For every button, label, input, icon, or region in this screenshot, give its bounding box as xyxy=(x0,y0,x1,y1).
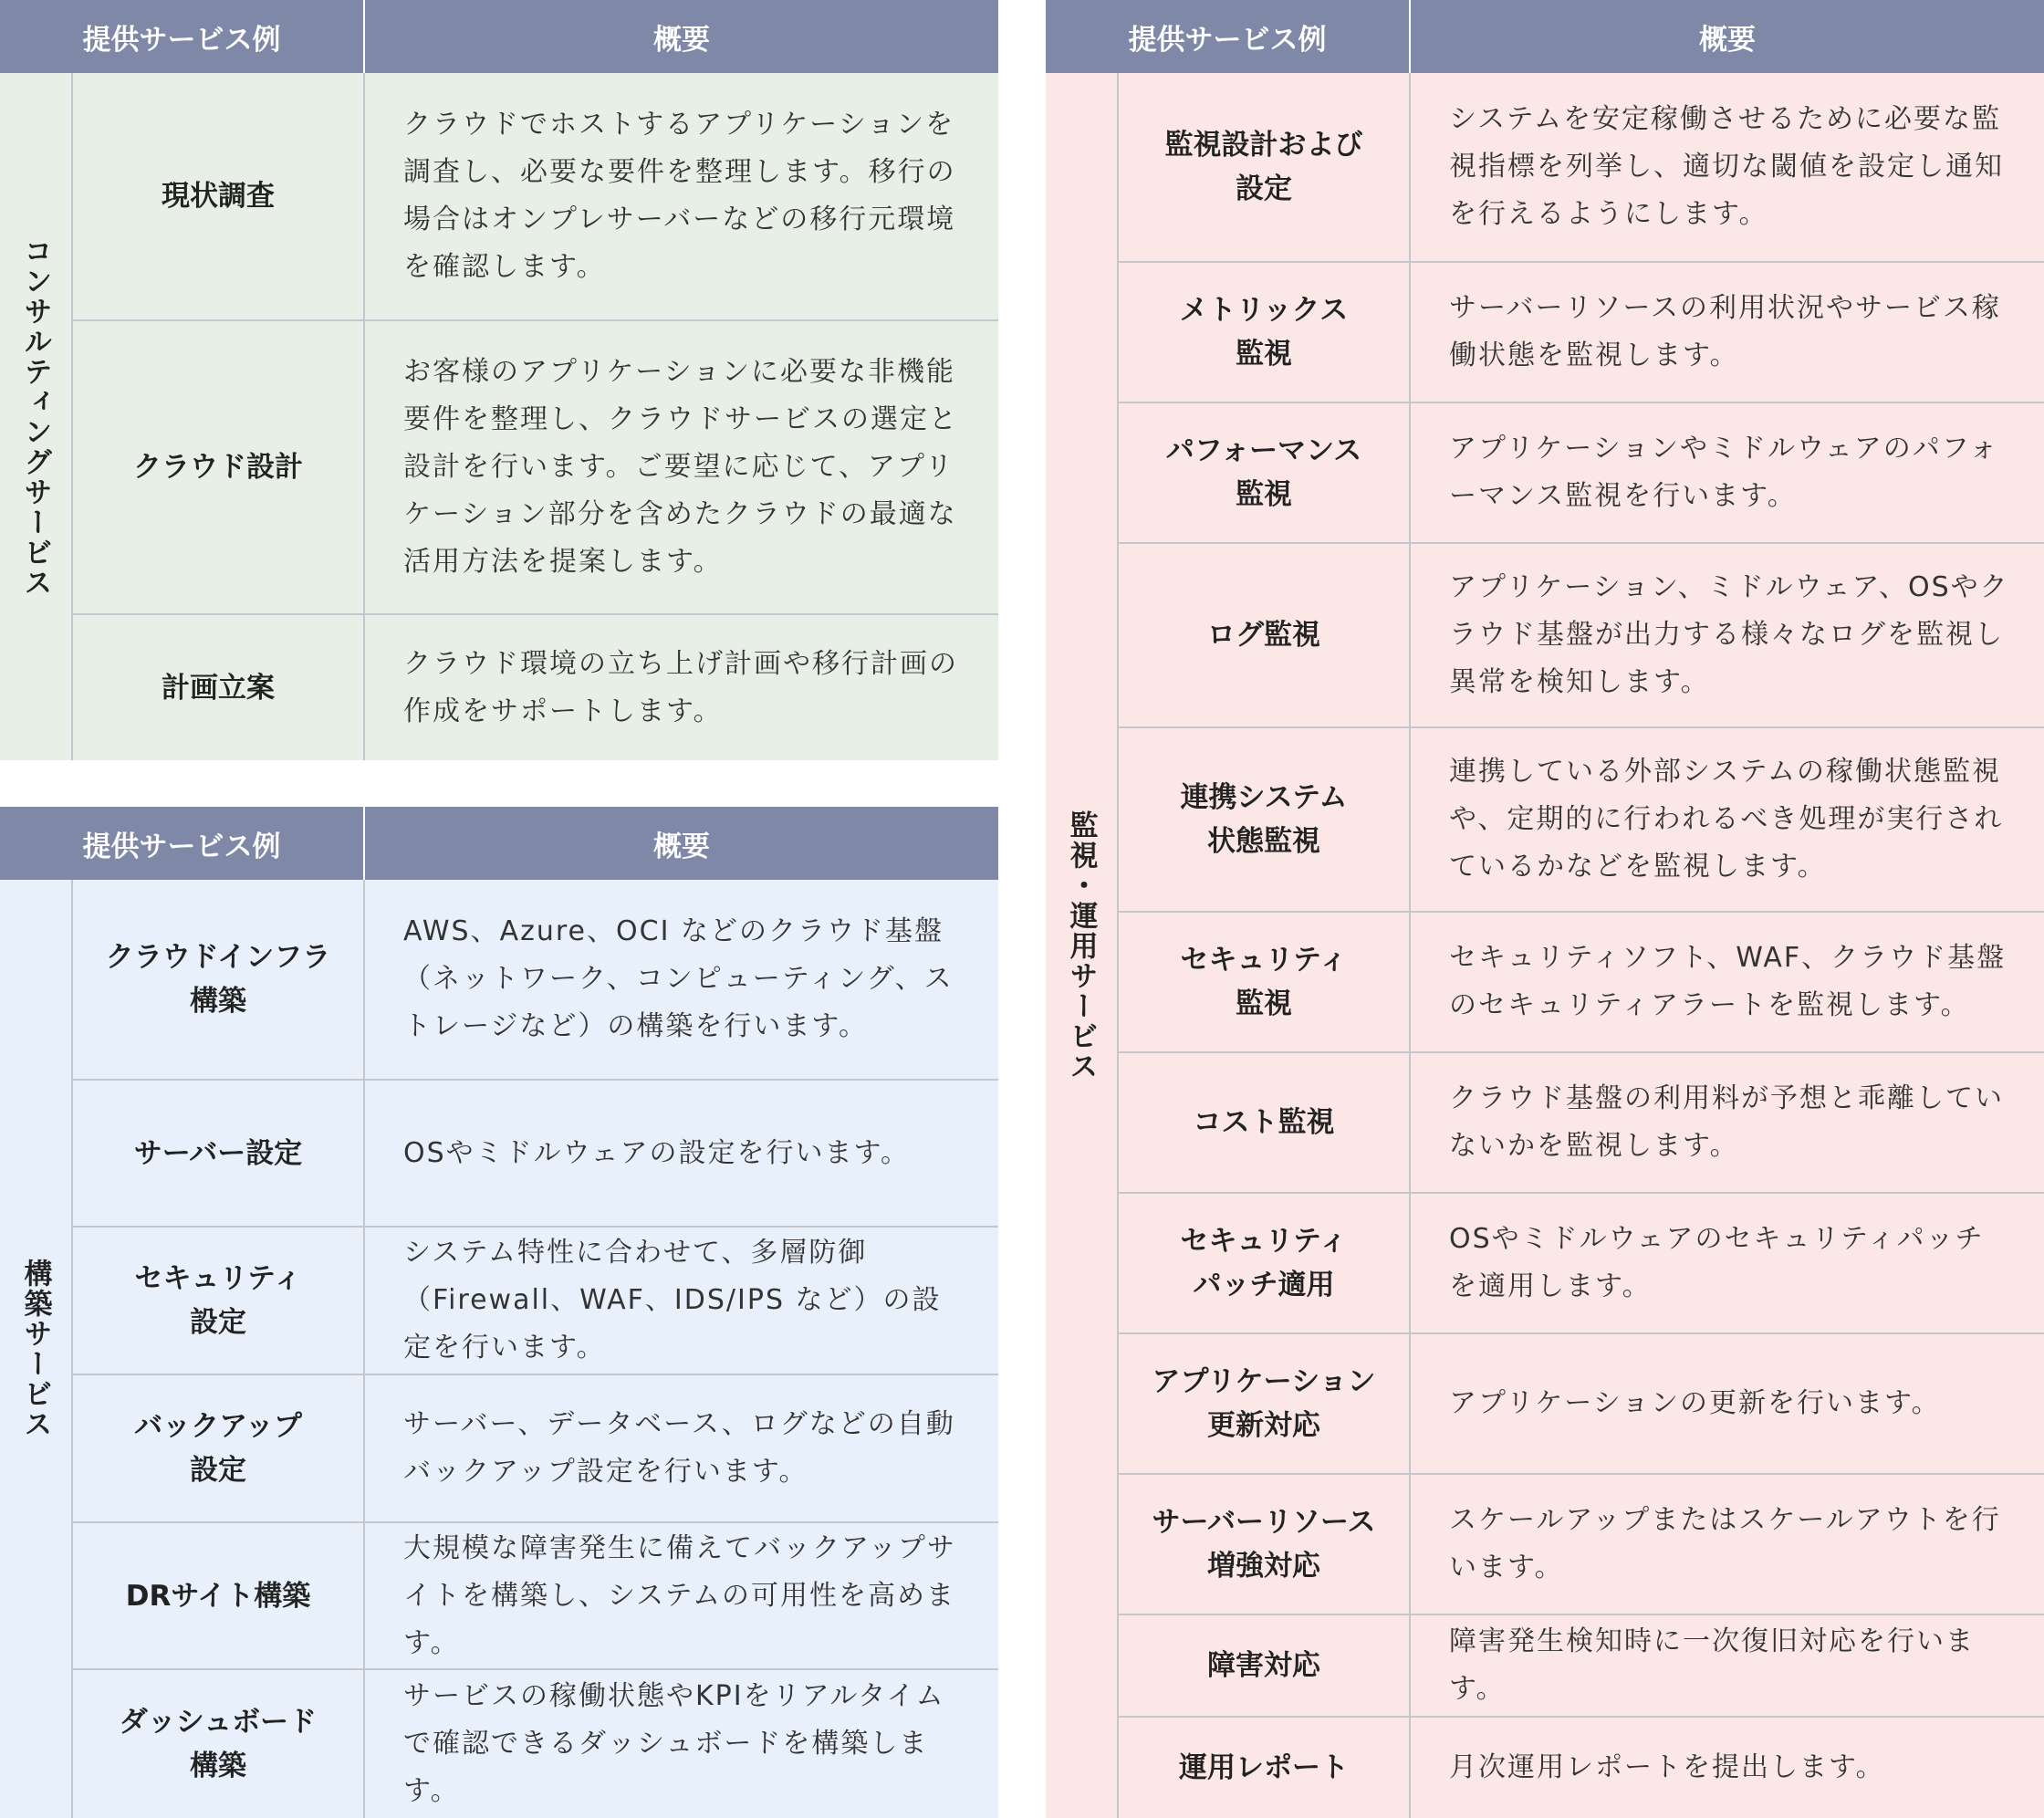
service-name: 連携システム 状態監視 xyxy=(1119,728,1411,911)
service-name: パフォーマンス 監視 xyxy=(1119,403,1411,542)
service-description: クラウド環境の立ち上げ計画や移行計画の作成をサポートします。 xyxy=(403,647,958,727)
table-row xyxy=(73,880,998,1079)
consulting-services-table xyxy=(0,0,998,760)
service-description: アプリケーション、ミドルウェア、OSやクラウド基盤が出力する様々なログを監視し異常を検知します。 xyxy=(1449,571,2009,698)
service-name: クラウド設計 xyxy=(73,321,365,613)
header-overview: 概要 xyxy=(1699,23,1756,57)
service-name: セキュリティ 設定 xyxy=(73,1228,365,1374)
service-description: システムを安定稼働させるために必要な監視指標を列挙し、適切な閾値を設定し通知を行えるようにします。 xyxy=(1449,103,2004,230)
category-text: 監視・運用サービス xyxy=(1064,810,1098,1081)
table-body xyxy=(0,880,998,1818)
header-overview: 概要 xyxy=(653,830,710,863)
category-label xyxy=(0,880,73,1818)
table-row xyxy=(73,1374,998,1521)
table-body xyxy=(0,73,998,760)
monitoring-operations-services-table xyxy=(1046,0,2044,1818)
header-overview: 概要 xyxy=(653,23,710,57)
service-description: アプリケーションやミドルウェアのパフォーマンス監視を行います。 xyxy=(1449,433,1999,512)
service-name: サーバーリソース 増強対応 xyxy=(1119,1475,1411,1614)
service-name: 計画立案 xyxy=(73,615,365,760)
service-description: サービスの稼働状態やKPIをリアルタイムで確認できるダッシュボードを構築します。 xyxy=(403,1680,945,1807)
table-row xyxy=(1119,73,2044,261)
service-description: クラウドでホストするアプリケーションを調査し、必要な要件を整理します。移行の場合はオンプレサーバーなどの移行元環境を確認します。 xyxy=(403,109,956,283)
service-name: コスト監視 xyxy=(1119,1053,1411,1192)
table-row xyxy=(1119,726,2044,911)
table-row xyxy=(1119,261,2044,402)
service-description: システム特性に合わせて、多層防御（Firewall、WAF、IDS/IPS など）の設定を行います。 xyxy=(403,1237,942,1364)
table-row xyxy=(73,1521,998,1668)
table-row xyxy=(73,1668,998,1818)
service-name: セキュリティ 監視 xyxy=(1119,913,1411,1051)
service-name: クラウドインフラ 構築 xyxy=(73,880,365,1079)
table-row xyxy=(1119,542,2044,726)
category-text: 構築サービス xyxy=(18,1259,52,1439)
service-description: スケールアップまたはスケールアウトを行います。 xyxy=(1449,1504,2001,1583)
construction-services-table xyxy=(0,807,998,1818)
service-name: 現状調査 xyxy=(73,73,365,319)
service-name: アプリケーション 更新対応 xyxy=(1119,1334,1411,1473)
service-description: OSやミドルウェアの設定を行います。 xyxy=(403,1136,911,1169)
service-name: バックアップ 設定 xyxy=(73,1375,365,1521)
service-name: 障害対応 xyxy=(1119,1615,1411,1716)
service-name: DRサイト構築 xyxy=(73,1523,365,1668)
service-description: 月次運用レポートを提出します。 xyxy=(1449,1751,1885,1783)
service-description: セキュリティソフト、WAF、クラウド基盤のセキュリティアラートを監視します。 xyxy=(1449,942,2007,1021)
service-description: 障害発生検知時に一次復旧対応を行います。 xyxy=(1449,1625,1975,1705)
table-row xyxy=(73,613,998,760)
category-label xyxy=(0,73,73,760)
service-name: 運用レポート xyxy=(1119,1718,1411,1818)
service-description: サーバー、データベース、ログなどの自動バックアップ設定を行います。 xyxy=(403,1408,955,1488)
service-name: セキュリティ パッチ適用 xyxy=(1119,1194,1411,1332)
table-row xyxy=(1119,1192,2044,1332)
table-row xyxy=(73,1226,998,1374)
service-description: 大規模な障害発生に備えてバックアップサイトを構築し、システムの可用性を高めます。 xyxy=(403,1531,956,1659)
service-name: サーバー設定 xyxy=(73,1081,365,1226)
service-description: サーバーリソースの利用状況やサービス稼働状態を監視します。 xyxy=(1449,292,2001,371)
table-body xyxy=(1046,73,2044,1818)
category-label xyxy=(1046,73,1119,1818)
table-header xyxy=(1046,0,2044,73)
header-service-example: 提供サービス例 xyxy=(1046,0,1411,73)
service-description: クラウド基盤の利用料が予想と乖離していないかを監視します。 xyxy=(1449,1082,2004,1162)
table-row xyxy=(73,73,998,319)
service-description: 連携している外部システムの稼働状態監視や、定期的に行われるべき処理が実行されているかなどを監視します。 xyxy=(1449,756,2004,883)
table-header xyxy=(0,0,998,73)
table-row xyxy=(73,1079,998,1226)
header-service-example: 提供サービス例 xyxy=(0,0,365,73)
table-header xyxy=(0,807,998,880)
service-name: 監視設計および 設定 xyxy=(1119,73,1411,261)
service-name: メトリックス 監視 xyxy=(1119,263,1411,402)
table-row xyxy=(1119,1051,2044,1192)
table-row xyxy=(1119,1332,2044,1473)
table-row xyxy=(1119,402,2044,542)
service-description: お客様のアプリケーションに必要な非機能要件を整理し、クラウドサービスの選定と設計を行います。ご要望に応じて、アプリケーション部分を含めたクラウドの最適な活用方法を提案します。 xyxy=(403,356,958,578)
table-row xyxy=(1119,911,2044,1051)
table-row xyxy=(1119,1716,2044,1818)
service-description: AWS、Azure、OCI などのクラウド基盤（ネットワーク、コンピューティング、ストレージなど）の構築を行います。 xyxy=(403,915,954,1042)
service-description: アプリケーションの更新を行います。 xyxy=(1449,1387,1941,1419)
service-name: ダッシュボード 構築 xyxy=(73,1670,365,1818)
category-text: コンサルティングサービス xyxy=(18,235,52,598)
header-service-example: 提供サービス例 xyxy=(0,807,365,880)
service-name: ログ監視 xyxy=(1119,544,1411,726)
table-row xyxy=(1119,1473,2044,1614)
table-row xyxy=(1119,1614,2044,1716)
table-row xyxy=(73,319,998,613)
service-description: OSやミドルウェアのセキュリティパッチを適用します。 xyxy=(1449,1223,1985,1302)
